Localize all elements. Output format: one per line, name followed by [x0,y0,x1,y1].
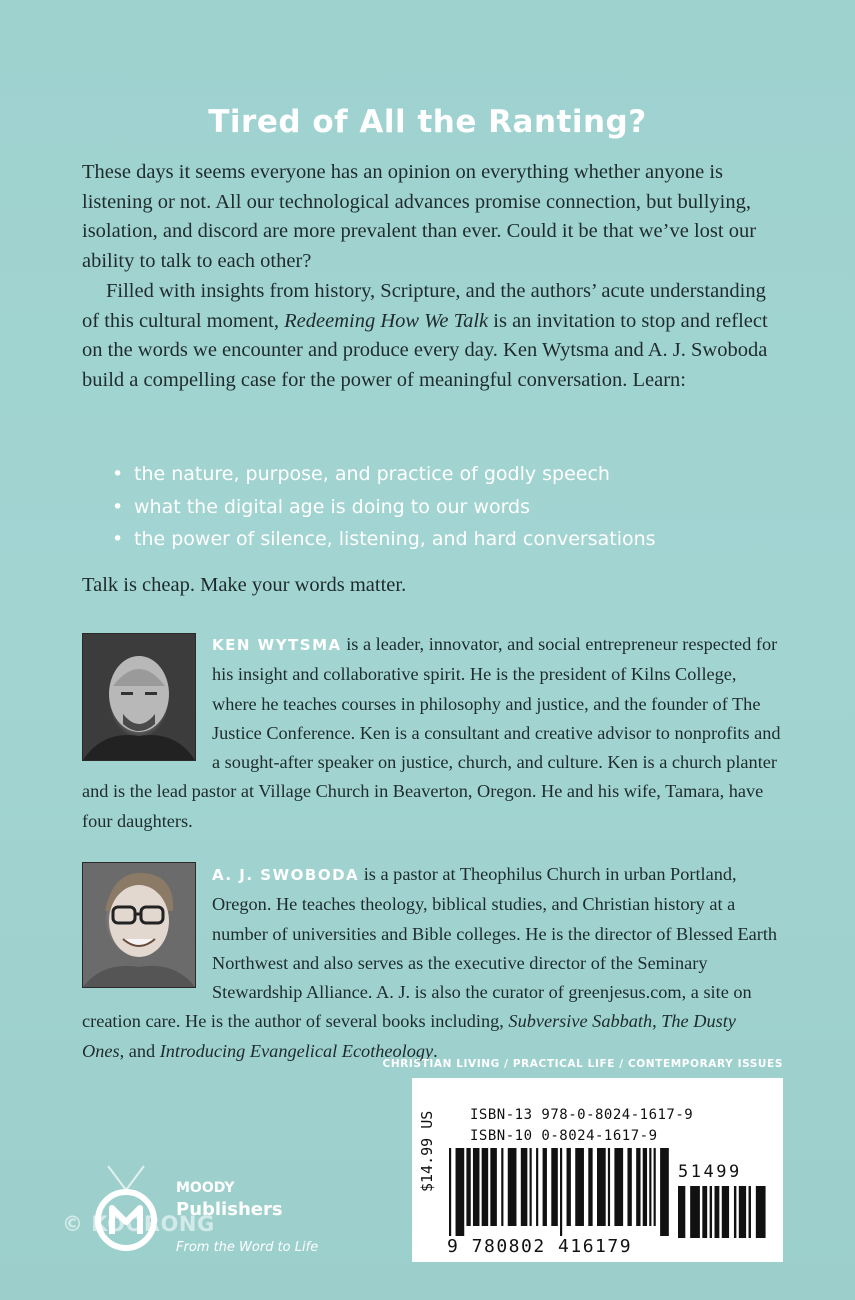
list-item-text: the nature, purpose, and practice of godly speech [134,463,610,485]
price-label [418,1172,436,1192]
author-bio-ken-wytsma [82,630,782,836]
bullet-icon: • [112,495,124,518]
headline: Tired of All the Ranting? [208,104,647,140]
author-name: A. J. SWOBODA [212,866,360,884]
list-item-text: the power of silence, listening, and hard conversations [134,528,656,550]
description-text-start: Filled with insights from history, Scripture, and the authors’ acute understanding of this cultural moment, [82,280,766,332]
barcode-digits: 9 780802 416179 [447,1236,633,1257]
isbn10-label: ISBN-10 0-8024-1617-9 [470,1128,658,1144]
book-title: Introducing Evangelical Ecotheology [159,1040,434,1061]
author-bio-text: is a pastor at Theophilus Church in urban Portland, Oregon. He teaches theology, biblical studies, and Christian history at a number of universities and Bible colleges. He is the director of Blessed Earth Northwest and also serves as the executive director of the Seminary Stewardship Alliance. A. J. is also the curator of greenjesus.com, a site on creation care. He is the author of several books including, [82,864,778,1032]
publisher-tagline: From the Word to Life [176,1240,319,1255]
separator: , [652,1011,662,1032]
addon-digits: 51499 [678,1162,742,1182]
separator: , and [119,1040,160,1061]
book-title: The Dusty Ones [82,1011,736,1061]
author-bio-text: is a leader, innovator, and social entrepreneur respected for his insight and collaborative spirit. He is the president of Kilns College, where he teaches courses in philosophy and justice, and the founder of The Justice Conference. Ken is a consultant and creative advisor to nonprofits and a sought-after speaker on justice, church, and culture. Ken is a church planter and is the lead pastor at Village Church in Beaverton, Oregon. He and his wife, Tamara, have four daughters. [82,634,781,831]
bullet-icon: • [112,528,124,550]
book-title: Subversive Sabbath [508,1011,653,1032]
bullet-icon: • [112,463,124,485]
description-paragraph [82,277,782,395]
author-name: KEN WYTSMA [212,636,342,654]
list-item [112,458,812,491]
watermark: © KOORONG [62,1212,215,1236]
intro-paragraph: These days it seems everyone has an opinion on everything whether anyone is listening or not. All our technological advances promise connection, but bullying, isolation, and discord are more prevalent than ever. Could it be that we’ve lost our ability to talk to each other? [82,161,757,272]
publisher-name: MOODY [176,1180,235,1196]
separator: . [433,1040,438,1061]
publisher-sub: Publishers [176,1199,283,1220]
category-label: CHRISTIAN LIVING / PRACTICAL LIFE / CONTEMPORARY ISSUES [382,1058,783,1070]
isbn13-label: ISBN-13 978-0-8024-1617-9 [470,1107,694,1123]
list-item-text: what the digital age is doing to our words [134,495,531,518]
moody-logo-icon [78,1160,174,1256]
author-bio-aj-swoboda [82,860,782,1066]
description-text-end: is an invitation to stop and reflect on the words we encounter and produce every day. Ken Wytsma and A. J. Swoboda build a compelling case for the power of meaningful conversation. Learn: [82,309,768,391]
barcode-icon [449,1148,671,1236]
tagline: Talk is cheap. Make your words matter. [82,574,407,596]
list-item [112,523,812,556]
learn-list [112,458,812,556]
list-item [112,491,812,524]
book-title: Redeeming How We Talk [284,309,489,332]
addon-barcode-icon [678,1186,768,1238]
